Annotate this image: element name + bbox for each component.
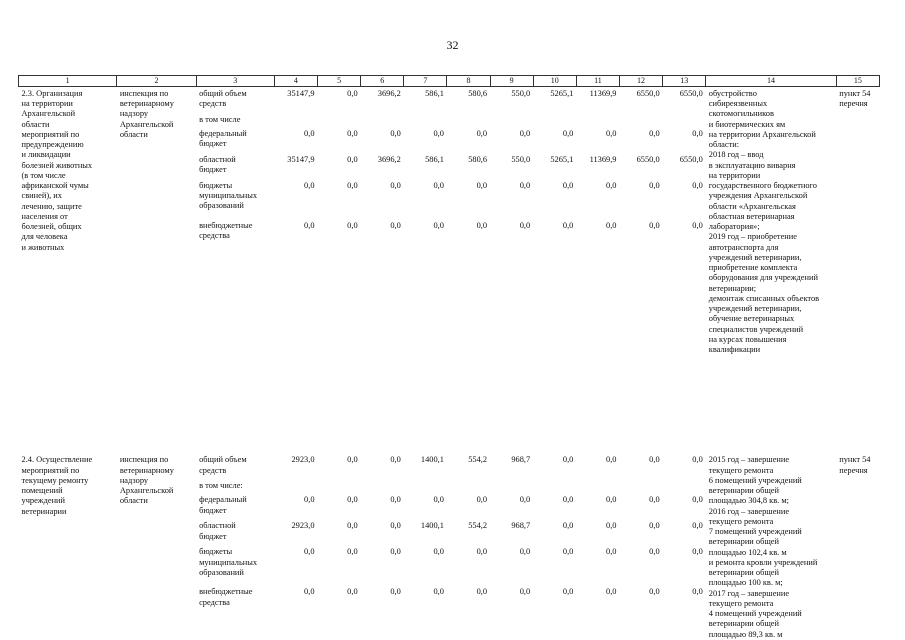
amount-cell [274,86,317,355]
results-cell-line: на территории Архангельской [708,129,816,139]
activity-cell-line: ветеринарии [21,506,67,516]
amount-value: 1400,1 [420,455,444,465]
results-cell-line: 2019 год – приобретение [708,232,797,242]
amount-value: 0,0 [606,180,617,190]
funding-source [199,129,271,155]
results-cell-line: скотомогильников [708,109,774,119]
amount-value: 0,0 [476,495,488,505]
results-cell-line: текущего ремонта [708,516,774,526]
results-cell-line: на курсах повышения [708,334,787,344]
amount-value: 0,0 [304,180,315,190]
executor-cell [117,453,196,640]
amount-value: 0,0 [347,128,358,138]
amount-cell [361,86,404,355]
amount-value: 6550,0 [636,154,660,164]
amount-value: 0,0 [606,128,617,138]
amount-cell [318,453,361,640]
amount-value: 0,0 [433,128,444,138]
executor-cell-line: области [119,129,148,139]
reference-cell [836,453,879,640]
results-cell-line: квалификации [708,345,761,354]
executor-cell-line: Архангельской [119,119,174,129]
activity-cell [19,86,117,355]
activity-cell-line: текущему ремонту [21,475,89,485]
activity-cell-line: для человека [21,232,68,242]
amount-value: 1400,1 [420,521,444,531]
amount-value: 0,0 [519,547,531,557]
amount-value: 0,0 [390,587,401,597]
funding-source-label: в том числе: [199,481,243,491]
amount-value: 0,0 [347,220,358,230]
amount-value: 11369,9 [589,88,617,98]
column-header: 3 [196,76,274,87]
column-header: 8 [447,76,490,87]
amount-value: 2923,0 [291,521,315,531]
funding-source [199,521,271,547]
amount-value: 0,0 [562,220,574,230]
page-number: 32 [446,38,459,52]
amount-value [277,115,314,129]
reference-cell [836,86,879,355]
results-cell-line: лаборатория»; [708,222,760,231]
amount-value: 554,2 [468,455,488,465]
amount-cell [274,453,317,640]
amount-value: 0,0 [692,128,703,138]
amount-value: 0,0 [390,128,401,138]
activity-cell-line: 2.3. Организация [21,88,83,98]
funding-source-label: внебюджетные [199,587,253,597]
funding-source-label: бюджет [199,505,227,515]
table-row [19,453,880,640]
reference-cell-line: пункт 54 [839,88,871,98]
funding-source-cell [196,453,274,640]
funding-source-label: областной [199,521,236,531]
results-cell-line: 7 помещений учреждений [708,527,802,536]
amount-value: 0,0 [649,128,660,138]
amount-cell [361,453,404,640]
funding-source-label: средства [199,231,230,240]
amount-value: 0,0 [390,547,401,557]
results-cell-line: областная ветеринарная [708,211,795,221]
column-header: 10 [533,76,576,87]
results-cell-line: площадью 100 кв. м; [708,578,783,588]
amount-value [536,115,573,129]
amount-cell [663,86,706,355]
results-cell-line: сибиреязвенных [708,99,768,108]
results-cell-line: ветеринарии общей [708,537,779,547]
column-header: 9 [490,76,533,87]
amount-cell [490,86,533,355]
activity-cell-line: учреждений [21,496,66,506]
results-cell [706,86,836,355]
results-cell-line: учреждений ветеринарии, [708,304,802,313]
amount-value: 0,0 [433,220,444,230]
activity-cell-line: болезней животных [21,160,93,170]
amount-value: 0,0 [433,587,444,597]
funding-source-label: средств [199,99,227,108]
amount-value [579,115,616,129]
funding-source [199,455,271,481]
activity-cell-line: населения от [21,211,68,221]
funding-source-label: областной [199,154,236,164]
results-cell-line: ветеринарии; [708,283,757,293]
funding-source-label: в том числе [199,114,241,124]
activity-cell-line: лечению, защите [21,201,82,211]
column-header: 12 [619,76,662,87]
results-cell-line: 6 помещений учреждений [708,475,802,485]
amount-value: 0,0 [304,587,315,597]
amount-value: 0,0 [304,495,315,505]
funding-source [199,115,271,129]
executor-cell-line: Архангельской [119,486,174,495]
amount-value [666,481,703,495]
results-cell-line: ветеринарии общей [708,568,779,577]
funding-source [199,495,271,521]
amount-value [666,115,703,129]
results-cell-line: ветеринарии общей [708,486,779,495]
amount-value: 11369,9 [589,154,617,164]
funding-source [199,587,271,627]
results-cell-line: площадью 102,4 кв. м [708,547,787,557]
amount-value: 6550,0 [679,154,703,164]
amount-value: 0,0 [649,180,660,190]
amount-value: 0,0 [519,495,531,505]
amount-value: 550,0 [511,88,531,98]
results-cell-line: и биотермических ям [708,119,786,129]
column-header: 4 [274,76,317,87]
amount-value [321,481,358,495]
results-cell-line: и ремонта кровли учреждений [708,557,818,567]
funding-source-label: общий объем [199,88,247,98]
amount-value: 0,0 [433,495,444,505]
reference-cell-line: пункт 54 [839,455,871,465]
amount-cell [533,453,576,640]
amount-value: 550,0 [511,154,531,164]
amount-value: 0,0 [519,220,531,230]
amount-value [407,115,444,129]
amount-value: 0,0 [433,547,444,557]
results-cell-line: учреждений ветеринарии, [708,252,802,262]
amount-value: 0,0 [347,495,358,505]
results-cell-line: текущего ремонта [708,465,774,475]
amount-value: 5265,1 [550,88,574,98]
activity-cell-line: мероприятий по [21,129,80,139]
amount-value: 0,0 [347,88,358,98]
amount-value: 3696,2 [377,88,401,98]
activity-cell-line: 2.4. Осуществление [21,455,93,465]
amount-value [536,481,573,495]
results-cell-line: 2018 год – ввод [708,150,764,160]
amount-value: 0,0 [519,128,531,138]
amount-value [493,481,530,495]
column-header: 14 [706,76,836,87]
results-cell-line: обучение ветеринарных [708,314,795,324]
results-cell-line: 4 помещений учреждений [708,609,802,618]
funding-source [199,547,271,587]
amount-value: 0,0 [519,587,531,597]
column-header: 13 [663,76,706,87]
amount-value: 0,0 [606,495,617,505]
funding-source [199,89,271,115]
executor-cell-line: ветеринарному [119,465,174,475]
amount-value: 0,0 [433,180,444,190]
amount-value: 0,0 [649,455,660,465]
program-table [18,75,880,640]
amount-cell [318,86,361,355]
amount-value: 0,0 [390,455,401,465]
amount-cell [619,453,662,640]
funding-source-label: бюджет [199,165,227,174]
amount-value: 0,0 [562,547,574,557]
amount-cell [576,86,619,355]
amount-value: 0,0 [347,180,358,190]
amount-value [450,115,487,129]
amount-value: 0,0 [476,220,488,230]
activity-cell-line: Архангельской [21,109,76,119]
amount-value: 554,2 [468,521,488,531]
results-cell-line: области: [708,140,740,149]
activity-cell-line: свиней), их [21,191,62,201]
amount-value: 0,0 [390,180,401,190]
amount-value [450,481,487,495]
amount-value: 6550,0 [636,88,660,98]
funding-source-label: бюджеты [199,547,233,557]
amount-value: 0,0 [347,455,358,465]
amount-value: 0,0 [476,180,488,190]
executor-cell-line: инспекция по [119,88,169,98]
amount-value: 35147,9 [287,154,315,164]
reference-cell-line: перечня [839,99,868,108]
amount-value: 0,0 [649,547,660,557]
results-cell-line: 2016 год – завершение [708,506,790,516]
activity-cell-line: области [21,119,50,129]
amount-value: 0,0 [390,495,401,505]
amount-value: 580,6 [468,154,488,164]
activity-cell-line: африканской чумы [21,181,89,190]
amount-cell [404,453,447,640]
activity-cell-line: и животных [21,242,65,252]
activity-cell-line: (в том числе [21,170,66,180]
executor-cell-line: надзору [119,109,149,119]
amount-value [407,481,444,495]
amount-cell [404,86,447,355]
funding-source-label: внебюджетные [199,220,253,230]
amount-value: 0,0 [692,220,703,230]
column-number-row [19,76,880,87]
amount-value: 0,0 [390,521,401,531]
funding-source-label: муниципальных [199,557,258,567]
column-header: 2 [117,76,196,87]
amount-value: 0,0 [649,495,660,505]
results-cell-line: 2015 год – завершение [708,455,790,465]
amount-value: 0,0 [692,587,703,597]
amount-value: 0,0 [304,220,315,230]
activity-cell-line: на территории [21,99,73,108]
amount-value: 0,0 [304,128,315,138]
activity-cell-line: болезней, общих [21,222,82,231]
row-spacer [19,355,880,453]
funding-source-label: бюджет [199,139,227,148]
activity-cell [19,453,117,640]
amount-value: 5265,1 [550,154,574,164]
funding-source-label: общий объем [199,455,247,465]
amount-cell [663,453,706,640]
amount-cell [447,86,490,355]
funding-source-label: муниципальных [199,191,258,200]
executor-cell-line: инспекция по [119,455,169,465]
amount-value: 0,0 [562,587,574,597]
amount-value: 0,0 [476,547,488,557]
activity-cell-line: мероприятий по [21,465,80,475]
results-cell-line: площадью 89,3 кв. м [708,629,783,639]
amount-value: 968,7 [511,521,531,531]
table-row [19,86,880,355]
funding-source-label: федеральный [199,495,247,505]
activity-cell-line: помещений [21,486,63,495]
amount-value: 0,0 [606,587,617,597]
amount-value: 0,0 [562,495,574,505]
results-cell-line: на территории [708,170,761,180]
funding-source-label: средств [199,465,227,475]
amount-value: 0,0 [476,587,488,597]
funding-source [199,221,271,261]
amount-value: 0,0 [606,220,617,230]
amount-value [622,115,659,129]
amount-value: 6550,0 [679,88,703,98]
amount-value [321,115,358,129]
amount-value: 0,0 [649,220,660,230]
results-cell-line: автотранспорта для [708,242,779,252]
amount-value: 0,0 [562,128,574,138]
column-header: 11 [576,76,619,87]
amount-value: 0,0 [692,180,703,190]
executor-cell-line: области [119,496,148,506]
column-header: 1 [19,76,117,87]
amount-value [493,115,530,129]
activity-cell-line: предупреждению [21,140,84,149]
amount-value: 0,0 [304,547,315,557]
amount-value: 35147,9 [287,88,315,98]
activity-cell-line: и ликвидации [21,150,71,160]
funding-source-label: федеральный [199,128,247,138]
amount-value: 0,0 [562,180,574,190]
funding-source-label: образований [199,567,244,577]
column-header: 5 [318,76,361,87]
results-cell-line: государственного бюджетного [708,181,817,190]
funding-source-cell [196,86,274,355]
funding-source-label: бюджет [199,531,227,541]
results-cell-line: оборудования для учреждений [708,273,818,283]
amount-value: 3696,2 [377,154,401,164]
column-header: 7 [404,76,447,87]
amount-value: 0,0 [606,455,617,465]
amount-cell [533,86,576,355]
amount-value: 968,7 [511,455,531,465]
amount-cell [619,86,662,355]
amount-value: 586,1 [425,154,444,164]
results-cell [706,453,836,640]
amount-value [622,481,659,495]
table-body [19,86,880,640]
results-cell-line: ветеринарии общей [708,619,779,629]
amount-value: 0,0 [476,128,488,138]
amount-value: 0,0 [519,180,531,190]
funding-source-label: образований [199,201,244,211]
amount-cell [576,453,619,640]
funding-source [199,181,271,221]
amount-value: 0,0 [390,220,401,230]
results-cell-line: специалистов учреждений [708,324,804,334]
results-cell-line: в эксплуатацию виварня [708,160,796,170]
amount-value: 0,0 [692,521,703,531]
results-cell-line: площадью 304,8 кв. м; [708,496,789,506]
amount-value: 0,0 [347,547,358,557]
amount-value [277,481,314,495]
amount-value: 0,0 [347,521,358,531]
amount-value: 0,0 [606,547,617,557]
results-cell-line: области «Архангельская [708,201,796,211]
executor-cell [117,86,196,355]
amount-value [364,115,401,129]
results-cell-line: текущего ремонта [708,598,774,608]
amount-cell [447,453,490,640]
amount-value: 586,1 [425,88,444,98]
amount-value: 0,0 [562,455,574,465]
executor-cell-line: ветеринарному [119,99,174,108]
amount-value: 0,0 [347,154,358,164]
amount-cell [490,453,533,640]
amount-value: 0,0 [692,495,703,505]
amount-value [364,481,401,495]
column-header: 15 [836,76,879,87]
results-cell-line: приобретение комплекта [708,263,798,272]
amount-value: 0,0 [692,547,703,557]
amount-value: 0,0 [562,521,574,531]
amount-value: 2923,0 [291,455,315,465]
results-cell-line: учреждения Архангельской [708,191,808,201]
amount-value: 0,0 [606,521,617,531]
amount-value: 580,6 [468,88,488,98]
reference-cell-line: перечня [839,465,868,475]
results-cell-line: демонтаж списанных объектов [708,293,820,303]
results-cell-line: обустройство [708,88,757,98]
amount-value [579,481,616,495]
funding-source [199,481,271,495]
funding-source [199,155,271,181]
results-cell-line: 2017 год – завершение [708,588,790,598]
funding-source-label: бюджеты [199,180,233,190]
amount-value: 0,0 [347,587,358,597]
column-header: 6 [361,76,404,87]
funding-source-label: средства [199,597,230,607]
amount-value: 0,0 [649,521,660,531]
amount-value: 0,0 [692,455,703,465]
amount-value: 0,0 [649,587,660,597]
executor-cell-line: надзору [119,475,149,485]
